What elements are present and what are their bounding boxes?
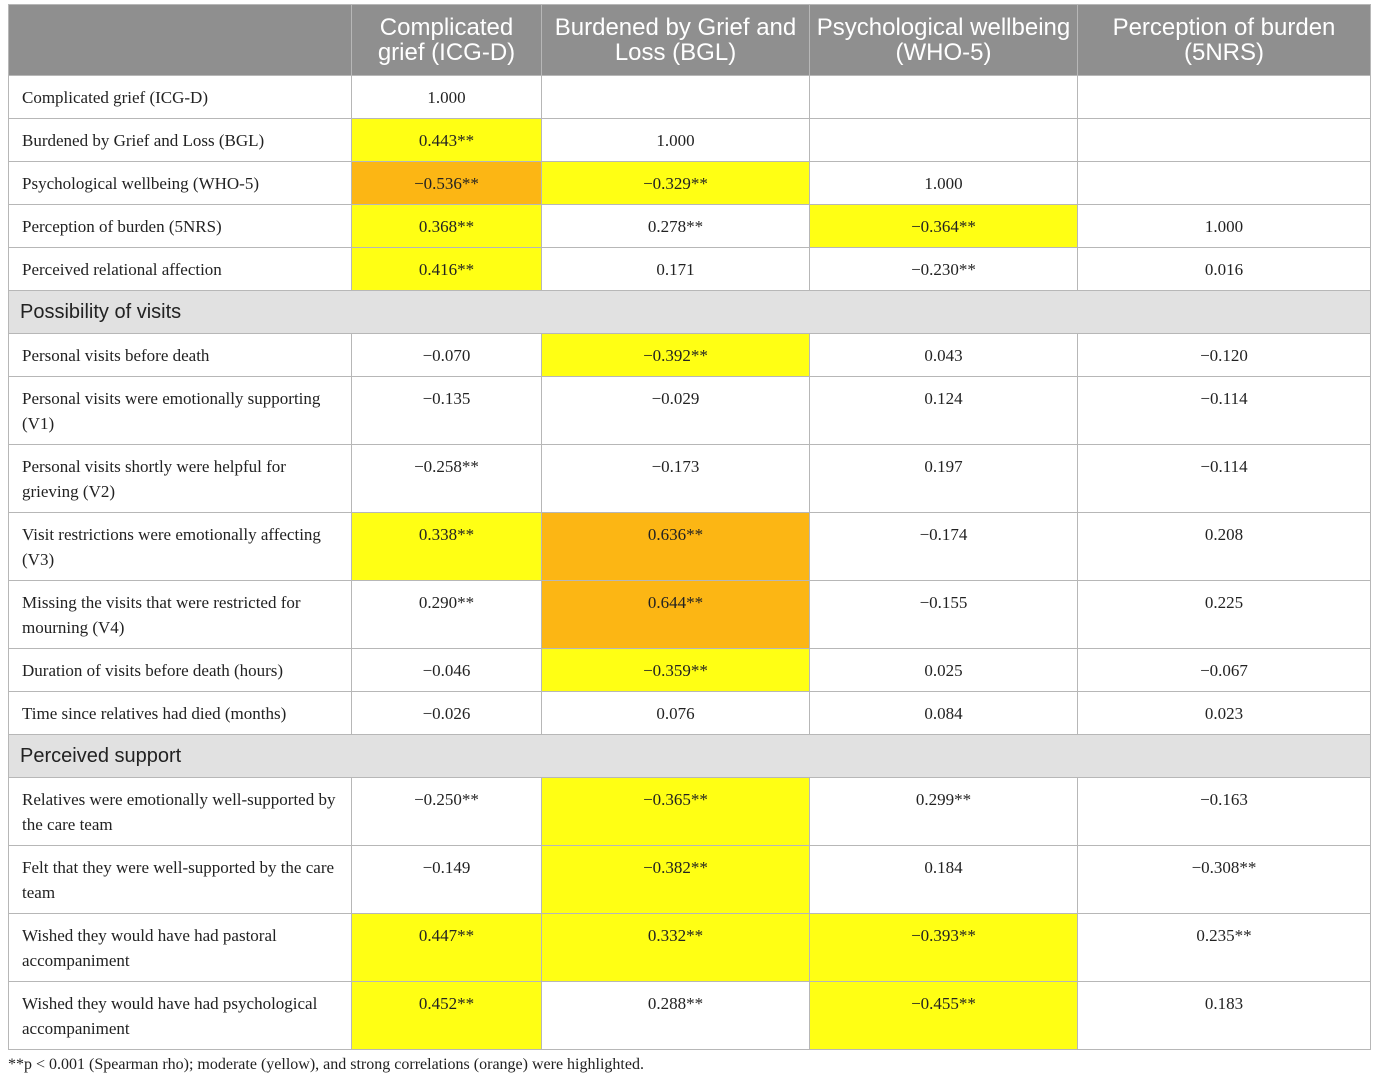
table-row	[9, 982, 1371, 1050]
table-row	[9, 649, 1371, 692]
correlation-cell: 0.025	[810, 649, 1078, 692]
section-heading: Possibility of visits	[9, 291, 1371, 334]
correlation-cell	[810, 119, 1078, 162]
row-label: Personal visits shortly were helpful for grieving (V2)	[9, 445, 352, 513]
row-label: Relatives were emotionally well-supported by the care team	[9, 778, 352, 846]
correlation-cell: 0.290**	[352, 581, 542, 649]
correlation-cell: −0.173	[542, 445, 810, 513]
correlation-cell: 1.000	[542, 119, 810, 162]
correlation-cell: 0.023	[1078, 692, 1371, 735]
row-label: Felt that they were well-supported by the care team	[9, 846, 352, 914]
correlation-cell: 0.447**	[352, 914, 542, 982]
correlation-cell: 0.452**	[352, 982, 542, 1050]
correlation-cell: −0.135	[352, 377, 542, 445]
row-label: Wished they would have had pastoral accompaniment	[9, 914, 352, 982]
correlation-cell: −0.308**	[1078, 846, 1371, 914]
correlation-cell: 0.183	[1078, 982, 1371, 1050]
correlation-cell: 0.016	[1078, 248, 1371, 291]
table-header	[9, 5, 1371, 76]
correlation-cell: −0.155	[810, 581, 1078, 649]
row-label: Perceived relational affection	[9, 248, 352, 291]
correlation-cell: 0.171	[542, 248, 810, 291]
correlation-cell: 0.443**	[352, 119, 542, 162]
correlation-cell: −0.046	[352, 649, 542, 692]
correlation-cell: 0.338**	[352, 513, 542, 581]
correlation-cell	[810, 76, 1078, 119]
table-row	[9, 334, 1371, 377]
correlation-cell: −0.029	[542, 377, 810, 445]
correlation-cell	[542, 76, 810, 119]
correlation-cell: −0.392**	[542, 334, 810, 377]
correlation-cell	[1078, 119, 1371, 162]
correlation-cell: −0.070	[352, 334, 542, 377]
table-row	[9, 513, 1371, 581]
table-row	[9, 445, 1371, 513]
header-who-5: Psychological wellbeing (WHO-5)	[810, 5, 1078, 76]
correlation-cell: 0.084	[810, 692, 1078, 735]
correlation-cell: −0.163	[1078, 778, 1371, 846]
correlation-cell: −0.364**	[810, 205, 1078, 248]
header-5nrs: Perception of burden (5NRS)	[1078, 5, 1371, 76]
section-row	[9, 735, 1371, 778]
correlation-cell: 0.644**	[542, 581, 810, 649]
correlation-cell	[1078, 76, 1371, 119]
correlation-cell: 0.184	[810, 846, 1078, 914]
correlation-table-container	[8, 4, 1370, 1050]
table-row	[9, 248, 1371, 291]
correlation-cell: 0.208	[1078, 513, 1371, 581]
table-row	[9, 581, 1371, 649]
correlation-cell: −0.393**	[810, 914, 1078, 982]
correlation-cell: 0.124	[810, 377, 1078, 445]
correlation-cell: 1.000	[352, 76, 542, 119]
correlation-cell: −0.230**	[810, 248, 1078, 291]
correlation-cell: −0.536**	[352, 162, 542, 205]
table-row	[9, 778, 1371, 846]
row-label: Visit restrictions were emotionally affecting (V3)	[9, 513, 352, 581]
correlation-cell: 0.288**	[542, 982, 810, 1050]
row-label: Psychological wellbeing (WHO-5)	[9, 162, 352, 205]
section-heading: Perceived support	[9, 735, 1371, 778]
correlation-cell: 0.225	[1078, 581, 1371, 649]
table-body	[9, 76, 1371, 1050]
correlation-cell: 1.000	[810, 162, 1078, 205]
header-bgl: Burdened by Grief and Loss (BGL)	[542, 5, 810, 76]
correlation-table	[8, 4, 1371, 1050]
table-row	[9, 119, 1371, 162]
row-label: Duration of visits before death (hours)	[9, 649, 352, 692]
correlation-cell: 0.076	[542, 692, 810, 735]
correlation-cell: 0.416**	[352, 248, 542, 291]
header-row	[9, 5, 1371, 76]
table-row	[9, 377, 1371, 445]
table-row	[9, 162, 1371, 205]
row-label: Complicated grief (ICG-D)	[9, 76, 352, 119]
table-row	[9, 846, 1371, 914]
correlation-cell: 0.197	[810, 445, 1078, 513]
correlation-cell: −0.250**	[352, 778, 542, 846]
table-footnote: **p < 0.001 (Spearman rho); moderate (yellow), and strong correlations (orange) were highlighted.	[8, 1056, 644, 1073]
correlation-cell: 0.332**	[542, 914, 810, 982]
table-row	[9, 914, 1371, 982]
row-label: Time since relatives had died (months)	[9, 692, 352, 735]
header-icg-d: Complicated grief (ICG-D)	[352, 5, 542, 76]
row-label: Wished they would have had psychological accompaniment	[9, 982, 352, 1050]
correlation-cell: −0.365**	[542, 778, 810, 846]
row-label: Perception of burden (5NRS)	[9, 205, 352, 248]
table-row	[9, 76, 1371, 119]
correlation-cell: 0.043	[810, 334, 1078, 377]
correlation-cell: −0.067	[1078, 649, 1371, 692]
correlation-cell: −0.329**	[542, 162, 810, 205]
correlation-cell: 1.000	[1078, 205, 1371, 248]
table-row	[9, 692, 1371, 735]
correlation-cell: 0.235**	[1078, 914, 1371, 982]
table-row	[9, 205, 1371, 248]
correlation-cell: −0.026	[352, 692, 542, 735]
row-label: Missing the visits that were restricted for mourning (V4)	[9, 581, 352, 649]
correlation-cell: −0.114	[1078, 445, 1371, 513]
header-corner	[9, 5, 352, 76]
correlation-cell: −0.359**	[542, 649, 810, 692]
correlation-cell: −0.149	[352, 846, 542, 914]
section-row	[9, 291, 1371, 334]
correlation-cell	[1078, 162, 1371, 205]
correlation-cell: 0.636**	[542, 513, 810, 581]
correlation-cell: −0.174	[810, 513, 1078, 581]
row-label: Burdened by Grief and Loss (BGL)	[9, 119, 352, 162]
correlation-cell: 0.368**	[352, 205, 542, 248]
correlation-cell: 0.299**	[810, 778, 1078, 846]
correlation-cell: −0.114	[1078, 377, 1371, 445]
correlation-cell: 0.278**	[542, 205, 810, 248]
row-label: Personal visits were emotionally supporting (V1)	[9, 377, 352, 445]
correlation-cell: −0.120	[1078, 334, 1371, 377]
row-label: Personal visits before death	[9, 334, 352, 377]
correlation-cell: −0.455**	[810, 982, 1078, 1050]
correlation-cell: −0.258**	[352, 445, 542, 513]
correlation-cell: −0.382**	[542, 846, 810, 914]
